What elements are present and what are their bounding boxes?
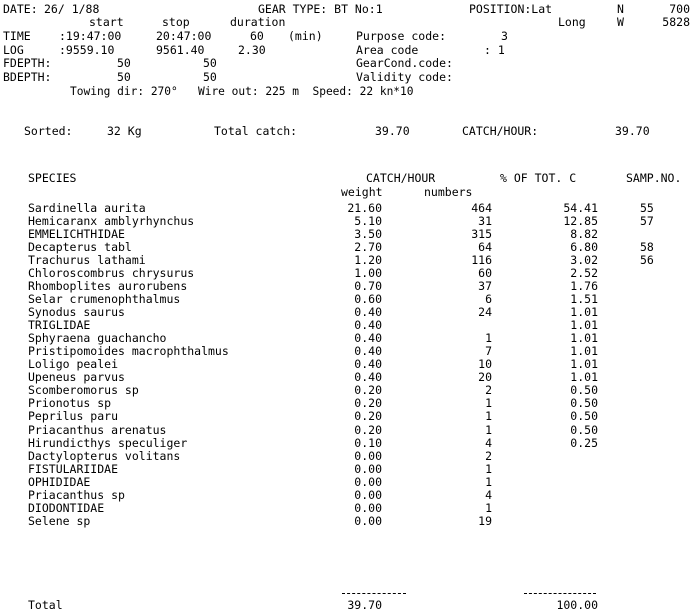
catch-numbers: 1 [485, 475, 492, 489]
catch-weight: 0.70 [354, 279, 382, 293]
time-start: :19:47:00 [59, 29, 122, 43]
purpose-value: 3 [501, 29, 508, 43]
fdepth-stop: 50 [203, 56, 217, 70]
weight-total-rule [342, 593, 406, 594]
bdepth-start: 50 [117, 70, 131, 84]
pct-of-total: 0.50 [570, 409, 598, 423]
pct-of-total: 1.01 [570, 344, 598, 358]
area-value: : 1 [484, 43, 505, 57]
bdepth-label: BDEPTH: [3, 70, 52, 84]
sorted-value: 32 Kg [107, 124, 142, 138]
catch-numbers: 60 [478, 266, 492, 280]
catch-weight: 0.40 [354, 318, 382, 332]
catch-weight: 3.50 [354, 227, 382, 241]
col-duration: duration [230, 15, 286, 29]
catch-weight: 0.40 [354, 344, 382, 358]
col-species: SPECIES [28, 171, 77, 185]
species-name: EMMELICHTHIDAE [28, 227, 125, 241]
species-name: Selene sp [28, 514, 91, 528]
col-numbers: numbers [424, 185, 473, 199]
catch-numbers: 1 [485, 396, 492, 410]
pct-of-total: 0.50 [570, 383, 598, 397]
species-name: Rhomboplites aurorubens [28, 279, 188, 293]
time-label: TIME [3, 29, 31, 43]
catch-weight: 0.00 [354, 488, 382, 502]
catch-numbers: 37 [478, 279, 492, 293]
catch-numbers: 315 [471, 227, 492, 241]
catch-numbers: 4 [485, 436, 492, 450]
long-value: 5828 [662, 15, 690, 29]
species-name: Sardinella aurita [28, 201, 146, 215]
date-value: 26/ 1/88 [44, 2, 100, 16]
catch-weight: 0.40 [354, 305, 382, 319]
col-samp: SAMP.NO. [626, 171, 682, 185]
log-stop: 9561.40 [156, 43, 205, 57]
catch-numbers: 1 [485, 409, 492, 423]
catch-weight: 21.60 [347, 201, 382, 215]
catch-numbers: 116 [471, 253, 492, 267]
catch-weight: 0.00 [354, 449, 382, 463]
gear-type: GEAR TYPE: BT No:1 [258, 2, 383, 16]
catch-numbers: 10 [478, 357, 492, 371]
catch-numbers: 2 [485, 383, 492, 397]
catch-weight: 0.20 [354, 409, 382, 423]
catch-weight: 0.60 [354, 292, 382, 306]
sample-number: 55 [640, 201, 654, 215]
species-name: Priacanthus sp [28, 488, 125, 502]
long-hemisphere: W [617, 15, 624, 29]
pct-of-total: 54.41 [563, 201, 598, 215]
catch-weight: 0.40 [354, 357, 382, 371]
validity-label: Validity code: [356, 70, 453, 84]
log-label: LOG [3, 43, 24, 57]
bdepth-stop: 50 [203, 70, 217, 84]
pct-of-total: 0.50 [570, 423, 598, 437]
catch-weight: 0.20 [354, 423, 382, 437]
total-catch-label: Total catch: [214, 124, 298, 138]
catch-numbers: 464 [471, 201, 492, 215]
time-duration: 60 [250, 29, 264, 43]
catch-weight: 0.00 [354, 501, 382, 515]
position-label: POSITION:Lat [469, 2, 553, 16]
total-label: Total [28, 598, 63, 612]
purpose-label: Purpose code: [356, 29, 447, 43]
catch-numbers: 1 [485, 423, 492, 437]
catch-numbers: 2 [485, 449, 492, 463]
catch-weight: 0.40 [354, 331, 382, 345]
long-label: Long [558, 15, 586, 29]
towing-line: Towing dir: 270° Wire out: 225 m Speed: 22 kn*10 [70, 85, 414, 98]
catch-numbers: 20 [478, 370, 492, 384]
catch-weight: 1.20 [354, 253, 382, 267]
sample-number: 57 [640, 214, 654, 228]
pct-of-total: 12.85 [563, 214, 598, 228]
catch-numbers: 1 [485, 331, 492, 345]
catch-numbers: 7 [485, 344, 492, 358]
date-label: DATE: [3, 2, 38, 16]
catch-weight: 0.40 [354, 370, 382, 384]
catch-hour-label: CATCH/HOUR: [462, 124, 539, 138]
catch-numbers: 19 [478, 514, 492, 528]
fdepth-label: FDEPTH: [3, 56, 52, 70]
gearcond-label: GearCond.code: [356, 56, 453, 70]
catch-weight: 2.70 [354, 240, 382, 254]
species-name: Hemicaranx amblyrhynchus [28, 214, 195, 228]
pct-of-total: 1.51 [570, 292, 598, 306]
species-name: Chloroscombrus chrysurus [28, 266, 195, 280]
area-label: Area code [356, 43, 419, 57]
catch-weight: 0.20 [354, 396, 382, 410]
species-name: Dactylopterus volitans [28, 449, 181, 463]
total-weight: 39.70 [347, 598, 382, 612]
pct-of-total: 1.76 [570, 279, 598, 293]
catch-weight: 5.10 [354, 214, 382, 228]
species-name: OPHIDIDAE [28, 475, 91, 489]
pct-of-total: 0.25 [570, 436, 598, 450]
catch-weight: 0.00 [354, 475, 382, 489]
lat-hemisphere: N [617, 2, 624, 16]
catch-weight: 1.00 [354, 266, 382, 280]
col-weight: weight [341, 185, 383, 199]
pct-of-total: 1.01 [570, 305, 598, 319]
species-name: Scomberomorus sp [28, 383, 139, 397]
pct-of-total: 3.02 [570, 253, 598, 267]
fdepth-start: 50 [117, 56, 131, 70]
lat-value: 700 [669, 2, 690, 16]
catch-numbers: 1 [485, 462, 492, 476]
species-name: Decapterus tabl [28, 240, 132, 254]
species-name: TRIGLIDAE [28, 318, 91, 332]
catch-numbers: 64 [478, 240, 492, 254]
catch-weight: 0.00 [354, 514, 382, 528]
catch-weight: 0.20 [354, 383, 382, 397]
species-name: Priacanthus arenatus [28, 423, 167, 437]
log-start: :9559.10 [59, 43, 115, 57]
pct-of-total: 1.01 [570, 318, 598, 332]
total-pct: 100.00 [556, 598, 598, 612]
catch-weight: 0.10 [354, 436, 382, 450]
species-name: Hirundicthys speculiger [28, 436, 188, 450]
catch-numbers: 1 [485, 501, 492, 515]
pct-of-total: 8.82 [570, 227, 598, 241]
time-unit: (min) [288, 29, 323, 43]
col-pct: % OF TOT. C [500, 171, 577, 185]
pct-of-total: 0.50 [570, 396, 598, 410]
species-name: Sphyraena guachancho [28, 331, 167, 345]
pct-of-total: 2.52 [570, 266, 598, 280]
species-name: Synodus saurus [28, 305, 125, 319]
catch-numbers: 24 [478, 305, 492, 319]
sorted-label: Sorted: [24, 124, 73, 138]
species-name: DIODONTIDAE [28, 501, 105, 515]
species-name: Prionotus sp [28, 396, 112, 410]
pct-of-total: 1.01 [570, 357, 598, 371]
pct-of-total: 1.01 [570, 370, 598, 384]
species-name: Peprilus paru [28, 409, 119, 423]
catch-hour-value: 39.70 [615, 124, 650, 138]
log-duration: 2.30 [238, 43, 266, 57]
col-catch-hour: CATCH/HOUR [366, 171, 436, 185]
time-stop: 20:47:00 [156, 29, 212, 43]
sample-number: 56 [640, 253, 654, 267]
species-name: Selar crumenophthalmus [28, 292, 181, 306]
total-catch-value: 39.70 [375, 124, 410, 138]
species-name: Trachurus lathami [28, 253, 146, 267]
species-name: Pristipomoides macrophthalmus [28, 344, 229, 358]
species-name: Loligo pealei [28, 357, 119, 371]
col-stop: stop [162, 15, 190, 29]
catch-weight: 0.00 [354, 462, 382, 476]
sample-number: 58 [640, 240, 654, 254]
col-start: start [89, 15, 124, 29]
species-name: Upeneus parvus [28, 370, 125, 384]
catch-numbers: 4 [485, 488, 492, 502]
pct-of-total: 6.80 [570, 240, 598, 254]
catch-numbers: 31 [478, 214, 492, 228]
catch-numbers: 6 [485, 292, 492, 306]
species-name: FISTULARIIDAE [28, 462, 119, 476]
pct-of-total: 1.01 [570, 331, 598, 345]
pct-total-rule [524, 593, 596, 594]
